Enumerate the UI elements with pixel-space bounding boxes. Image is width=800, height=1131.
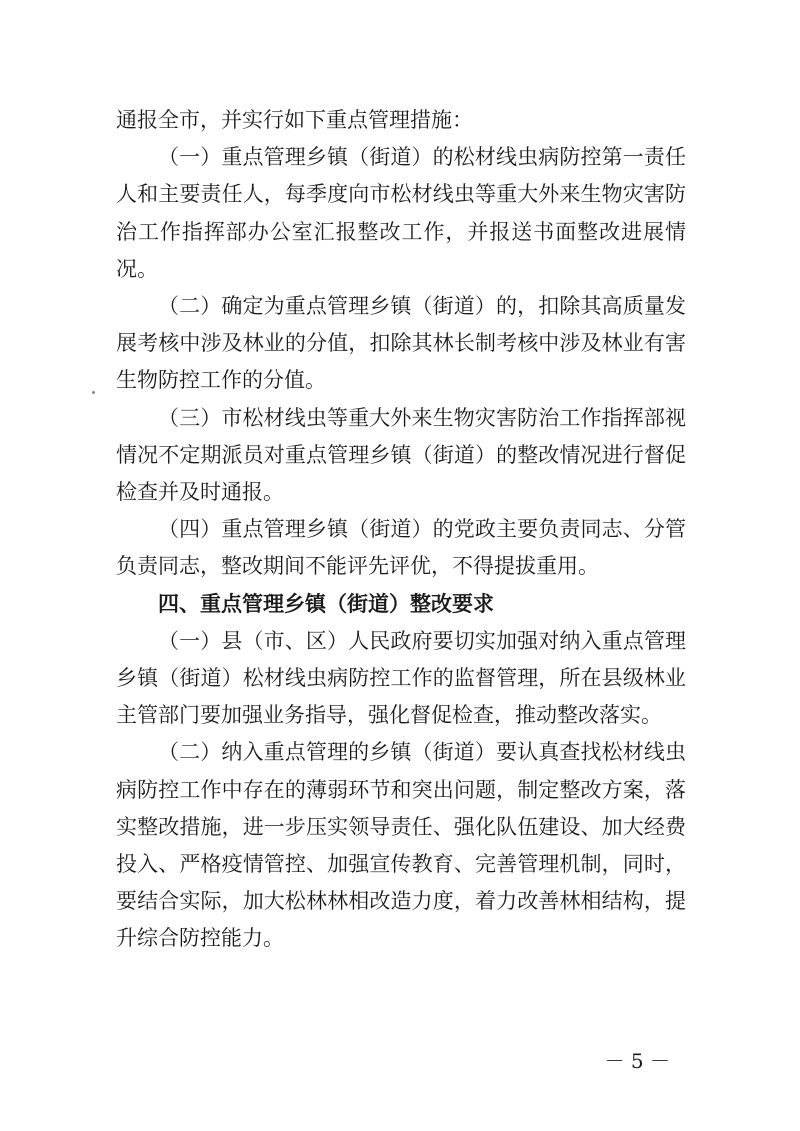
document-body [116,102,686,958]
margin-dot [92,391,95,394]
paragraph-measure-1: （一）重点管理乡镇（街道）的松材线虫病防控第一责任人和主要责任人，每季度向市松材线虫等重大外来生物灾害防治工作指挥部办公室汇报整改工作，并报送书面整改进展情况。 [116,145,686,281]
paragraph-requirement-2: （二）纳入重点管理的乡镇（街道）要认真查找松材线虫病防控工作中存在的薄弱环节和突出问题，制定整改方案，落实整改措施，进一步压实领导责任、强化队伍建设、加大经费投入、严格疫情管控、加强宣传教育、完善管理机制，同时，要结合实际，加大松林林相改造力度，着力改善林相结构，提升综合防控能力。 [116,740,686,951]
paragraph-requirement-1: （一）县（市、区）人民政府要切实加强对纳入重点管理乡镇（街道）松材线虫病防控工作的监督管理，所在县级林业主管部门要加强业务指导，强化督促检查，推动整改落实。 [116,628,686,728]
paragraph-measure-2: （二）确定为重点管理乡镇（街道）的，扣除其高质量发展考核中涉及林业的分值，扣除其林长制考核中涉及林业有害生物防控工作的分值。 [116,294,686,393]
paragraph-measure-4: （四）重点管理乡镇（街道）的党政主要负责同志、分管负责同志，整改期间不能评先评优，不得提拔重用。 [116,517,686,579]
paragraph-continuation: 通报全市，并实行如下重点管理措施： [116,108,473,132]
paragraph-measure-3: （三）市松材线虫等重大外来生物灾害防治工作指挥部视情况不定期派员对重点管理乡镇（街道）的整改情况进行督促检查并及时通报。 [116,405,686,505]
section-heading: 四、重点管理乡镇（街道）整改要求 [158,591,494,616]
page-number: － 5 － [604,1049,670,1073]
